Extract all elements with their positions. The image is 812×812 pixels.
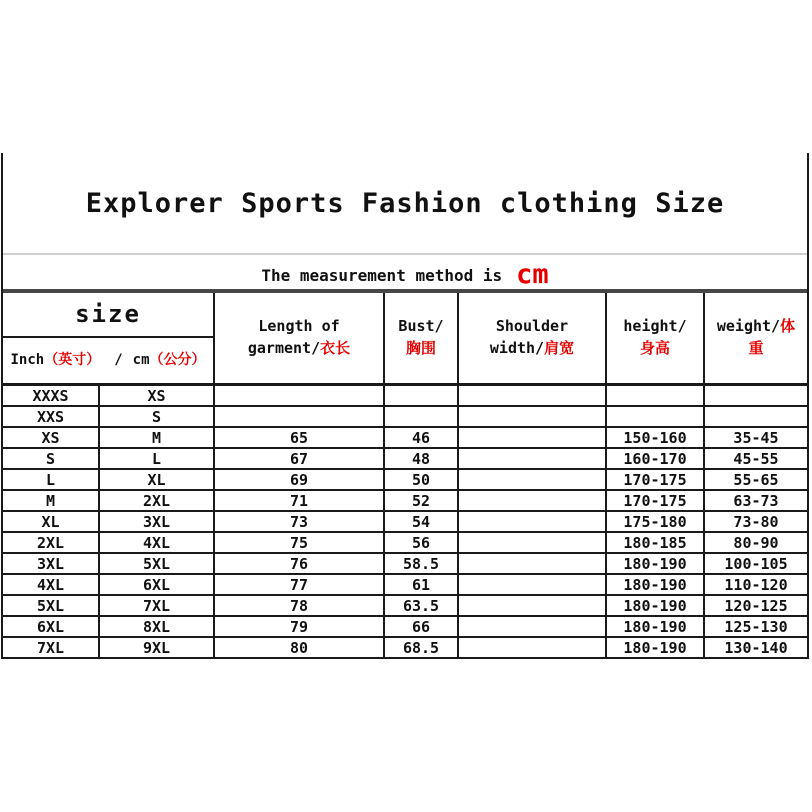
cell-size-inch: XS xyxy=(3,428,100,447)
col-header-height xyxy=(607,293,705,383)
table-row xyxy=(3,617,807,638)
cell-size-cm: XL xyxy=(100,470,215,489)
cell-length: 69 xyxy=(215,470,385,489)
cell-weight: 80-90 xyxy=(733,533,779,552)
table-header-row xyxy=(3,293,807,386)
cell-size-inch: 5XL xyxy=(3,596,100,615)
table-row xyxy=(3,638,807,659)
cell-bust: 66 xyxy=(385,617,459,636)
cell-bust: 68.5 xyxy=(385,638,459,657)
cell-height: 180-190 xyxy=(607,596,705,615)
cell-height: 180-190 xyxy=(607,554,705,573)
cell-shoulder xyxy=(459,554,607,573)
page-title: Explorer Sports Fashion clothing Size xyxy=(85,187,725,219)
weight-header-line1: weight/体 xyxy=(716,317,796,336)
cell-length: 67 xyxy=(215,449,385,468)
cell-length: 65 xyxy=(215,428,385,447)
col-header-shoulder xyxy=(459,293,607,383)
cell-length: 79 xyxy=(215,617,385,636)
length-header-line1: Length of xyxy=(258,317,340,336)
col-header-length xyxy=(215,293,385,383)
cell-shoulder xyxy=(459,533,607,552)
size-sub-inch-cn: （英寸） xyxy=(44,352,101,369)
cell-length: 75 xyxy=(215,533,385,552)
height-header-en: height/ xyxy=(623,317,687,336)
size-sub-inch-en: Inch xyxy=(10,352,45,369)
measurement-band xyxy=(3,255,807,293)
cell-size-cm: 6XL xyxy=(100,575,215,594)
cell-size-inch: XL xyxy=(3,512,100,531)
col-header-size xyxy=(3,293,215,383)
cell-weight: 35-45 xyxy=(733,428,779,447)
col-header-bust xyxy=(385,293,459,383)
cell-height xyxy=(607,386,705,405)
cell-weight: 130-140 xyxy=(724,638,788,657)
cell-shoulder xyxy=(459,470,607,489)
cell-shoulder xyxy=(459,617,607,636)
table-row xyxy=(3,407,807,428)
cell-shoulder xyxy=(459,638,607,657)
bust-header-en: Bust/ xyxy=(398,317,444,336)
title-band xyxy=(3,153,807,255)
table-row xyxy=(3,533,807,554)
cell-shoulder xyxy=(459,575,607,594)
table-row xyxy=(3,428,807,449)
cell-bust: 48 xyxy=(385,449,459,468)
table-row xyxy=(3,512,807,533)
cell-bust: 46 xyxy=(385,428,459,447)
cell-weight: 125-130 xyxy=(724,617,788,636)
cell-weight xyxy=(705,386,807,405)
cell-size-inch: 2XL xyxy=(3,533,100,552)
cell-size-cm: 8XL xyxy=(100,617,215,636)
table-row xyxy=(3,575,807,596)
cell-height: 180-185 xyxy=(607,533,705,552)
cell-bust xyxy=(385,386,459,405)
length-header-line2: garment/衣长 xyxy=(247,339,351,357)
cell-height: 160-170 xyxy=(607,449,705,468)
table-row xyxy=(3,470,807,491)
cell-bust: 54 xyxy=(385,512,459,531)
size-subheader xyxy=(3,338,213,383)
size-sub-separator: / xyxy=(114,352,123,369)
cell-shoulder xyxy=(459,491,607,510)
cell-bust: 52 xyxy=(385,491,459,510)
cell-size-inch: 4XL xyxy=(3,575,100,594)
cell-size-inch: S xyxy=(3,449,100,468)
cell-shoulder xyxy=(459,407,607,426)
cell-shoulder xyxy=(459,386,607,405)
cell-size-inch: 6XL xyxy=(3,617,100,636)
cell-bust: 61 xyxy=(385,575,459,594)
cell-size-cm: M xyxy=(100,428,215,447)
cell-height: 180-190 xyxy=(607,617,705,636)
cell-size-cm: 9XL xyxy=(100,638,215,657)
cell-size-inch: L xyxy=(3,470,100,489)
cell-size-cm: 2XL xyxy=(100,491,215,510)
size-sub-cm-cn: （公分） xyxy=(149,352,206,369)
cell-bust xyxy=(385,407,459,426)
cell-height: 150-160 xyxy=(607,428,705,447)
height-header-cn: 身高 xyxy=(639,339,670,357)
cell-size-cm: 3XL xyxy=(100,512,215,531)
cell-length: 78 xyxy=(215,596,385,615)
cell-size-inch: 7XL xyxy=(3,638,100,657)
cell-size-cm: 7XL xyxy=(100,596,215,615)
cell-bust: 63.5 xyxy=(385,596,459,615)
cell-size-cm: S xyxy=(100,407,215,426)
cell-size-cm: 4XL xyxy=(100,533,215,552)
cell-size-cm: L xyxy=(100,449,215,468)
cell-weight: 45-55 xyxy=(733,449,779,468)
cell-shoulder xyxy=(459,596,607,615)
size-sub-cm-en: cm xyxy=(132,352,150,369)
col-header-weight xyxy=(705,293,807,383)
cell-shoulder xyxy=(459,512,607,531)
cell-weight: 100-105 xyxy=(724,554,788,573)
cell-bust: 50 xyxy=(385,470,459,489)
bust-header-cn: 胸围 xyxy=(405,339,436,357)
cell-bust: 58.5 xyxy=(385,554,459,573)
measurement-label: The measurement method is xyxy=(261,266,503,285)
cell-shoulder xyxy=(459,449,607,468)
cell-size-inch: M xyxy=(3,491,100,510)
cell-length: 73 xyxy=(215,512,385,531)
size-header-label: size xyxy=(3,293,213,338)
cell-height: 175-180 xyxy=(607,512,705,531)
cell-size-inch: XXS xyxy=(3,407,100,426)
cell-weight: 63-73 xyxy=(733,491,779,510)
size-chart-sheet xyxy=(1,153,809,659)
cell-length xyxy=(215,386,385,405)
table-row xyxy=(3,554,807,575)
shoulder-header-line1: Shoulder xyxy=(495,317,569,336)
cell-height: 170-175 xyxy=(607,470,705,489)
table-row xyxy=(3,386,807,407)
cell-shoulder xyxy=(459,428,607,447)
table-row xyxy=(3,449,807,470)
cell-weight xyxy=(705,407,807,426)
cell-length xyxy=(215,407,385,426)
cell-weight: 73-80 xyxy=(733,512,779,531)
measurement-unit: cm xyxy=(516,259,549,290)
cell-length: 80 xyxy=(215,638,385,657)
table-body xyxy=(3,386,807,659)
cell-weight: 110-120 xyxy=(724,575,788,594)
weight-header-line2: 重 xyxy=(748,339,764,357)
cell-bust: 56 xyxy=(385,533,459,552)
cell-size-inch: 3XL xyxy=(3,554,100,573)
cell-height: 170-175 xyxy=(607,491,705,510)
table-row xyxy=(3,596,807,617)
cell-length: 76 xyxy=(215,554,385,573)
cell-size-inch: XXXS xyxy=(3,386,100,405)
cell-height: 180-190 xyxy=(607,575,705,594)
cell-length: 71 xyxy=(215,491,385,510)
cell-height xyxy=(607,407,705,426)
cell-size-cm: 5XL xyxy=(100,554,215,573)
table-row xyxy=(3,491,807,512)
cell-weight: 55-65 xyxy=(733,470,779,489)
cell-weight: 120-125 xyxy=(724,596,788,615)
cell-height: 180-190 xyxy=(607,638,705,657)
shoulder-header-line2: width/肩宽 xyxy=(489,339,575,357)
cell-size-cm: XS xyxy=(100,386,215,405)
cell-length: 77 xyxy=(215,575,385,594)
